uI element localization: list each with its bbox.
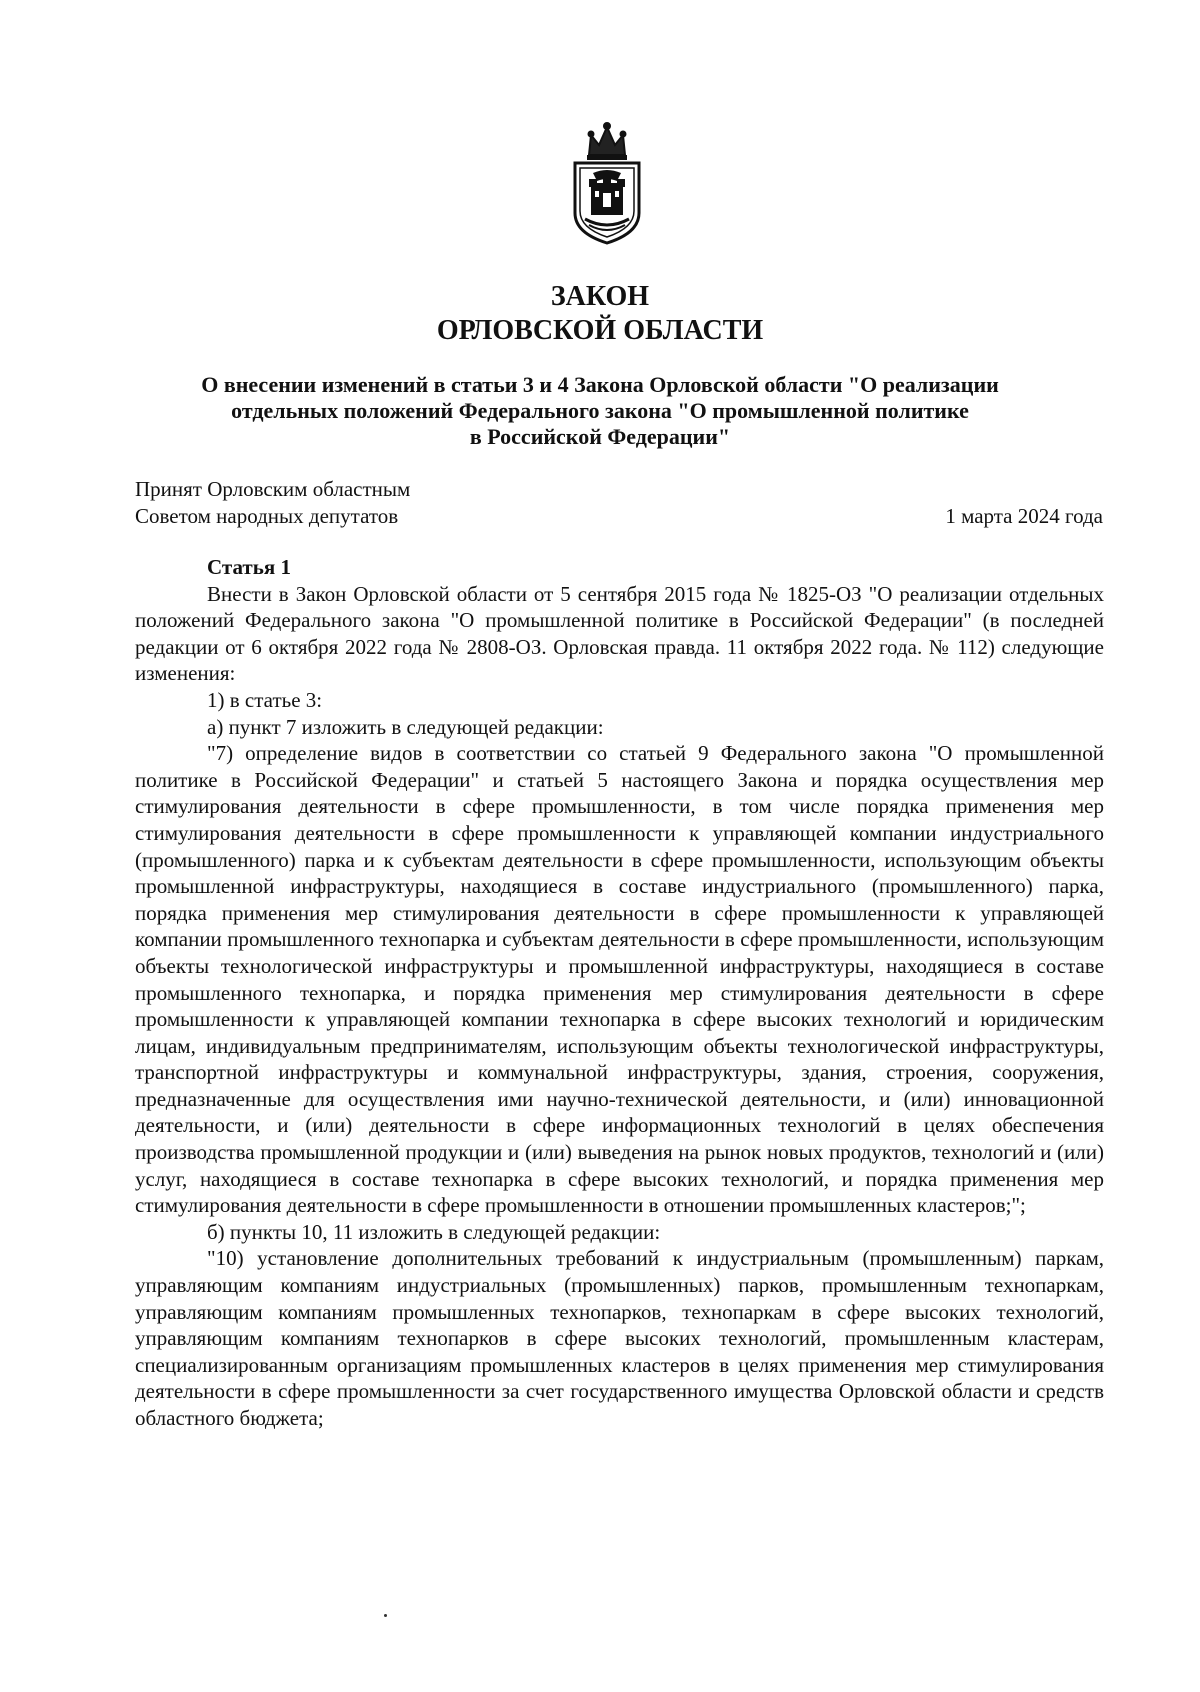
article-heading: Статья 1 — [207, 555, 291, 579]
item-1: 1) в статье 3: — [207, 687, 323, 712]
coat-of-arms-emblem — [569, 121, 645, 245]
adoption-line-2: Советом народных депутатов — [135, 504, 399, 528]
scan-speck — [384, 1614, 387, 1617]
subject-line-3: в Российской Федерации" — [469, 424, 731, 449]
article-intro-paragraph: Внести в Закон Орловской области от 5 сентября 2015 года № 1825-ОЗ "О реализации отдельных положений Федерального закона "О промышленной политике в Российской Федерации" (в последней редакции от 6 октября 2022 года № 2808-ОЗ. Орловская правда. 11 октября 2022 года. № 112) следующие изменения: — [135, 581, 1104, 686]
item-1a: а) пункт 7 изложить в следующей редакции: — [207, 714, 604, 739]
adoption-date: 1 марта 2024 года — [945, 504, 1103, 528]
law-region-title: ОРЛОВСКОЙ ОБЛАСТИ — [436, 315, 764, 346]
adoption-note — [135, 476, 410, 530]
item-1b: б) пункты 10, 11 изложить в следующей редакции: — [207, 1219, 661, 1244]
law-subject — [150, 372, 1050, 450]
adoption-line-1: Принят Орловским областным — [135, 477, 411, 501]
point-10-paragraph: "10) установление дополнительных требований к индустриальным (промышленным) паркам, управляющим компаниям индустриальных (промышленных) парков, промышленным технопаркам, управляющим компаниям промышленных технопарков, технопаркам в сфере высоких технологий, управляющим компаниям технопарков в сфере высоких технологий, промышленным кластерам, специализированным организациям промышленных кластеров в целях применения мер стимулирования деятельности в сфере промышленности за счет государственного имущества Орловской области и средств областного бюджета; — [135, 1246, 1104, 1430]
point-7-paragraph: "7) определение видов в соответствии со статьей 9 Федерального закона "О промышленной политике в Российской Федерации" и статьей 5 настоящего Закона и порядка осуществления мер стимулирования деятельности в сфере промышленности, в том числе порядка применения мер стимулирования деятельности в сфере промышленности к управляющей компании индустриального (промышленного) парка и к субъектам деятельности в сфере промышленности, использующим объекты промышленной инфраструктуры, находящиеся в составе индустриального (промышленного) парка, порядка применения мер стимулирования деятельности в сфере промышленности к управляющей компании промышленного технопарка и субъектам деятельности в сфере промышленности, использующим объекты технологической инфраструктуры и промышленной инфраструктуры, находящиеся в составе промышленного технопарка, и порядка применения мер стимулирования деятельности в сфере промышленности к управляющей компании технопарка в сфере высоких технологий и юридическим лицам, индивидуальным предпринимателям, использующим объекты технологической инфраструктуры, транспортной инфраструктуры и коммунальной инфраструктуры, здания, строения, сооружения, предназначенные для осуществления ими научно-технической деятельности, и (или) инновационной деятельности, и (или) деятельности в сфере информационных технологий в целях обеспечения производства промышленной продукции и (или) выведения на рынок новых продуктов, технологий и (или) услуг, находящиеся в составе технопарка в сфере высоких технологий, и порядка применения мер стимулирования деятельности в сфере промышленности в отношении промышленных кластеров;"; — [135, 741, 1104, 1218]
article-1 — [135, 554, 1104, 1432]
subject-line-2: отдельных положений Федерального закона "О промышленной политике — [231, 398, 969, 423]
law-title: ЗАКОН — [550, 281, 650, 312]
subject-line-1: О внесении изменений в статьи 3 и 4 Закона Орловской области "О реализации — [201, 372, 999, 397]
